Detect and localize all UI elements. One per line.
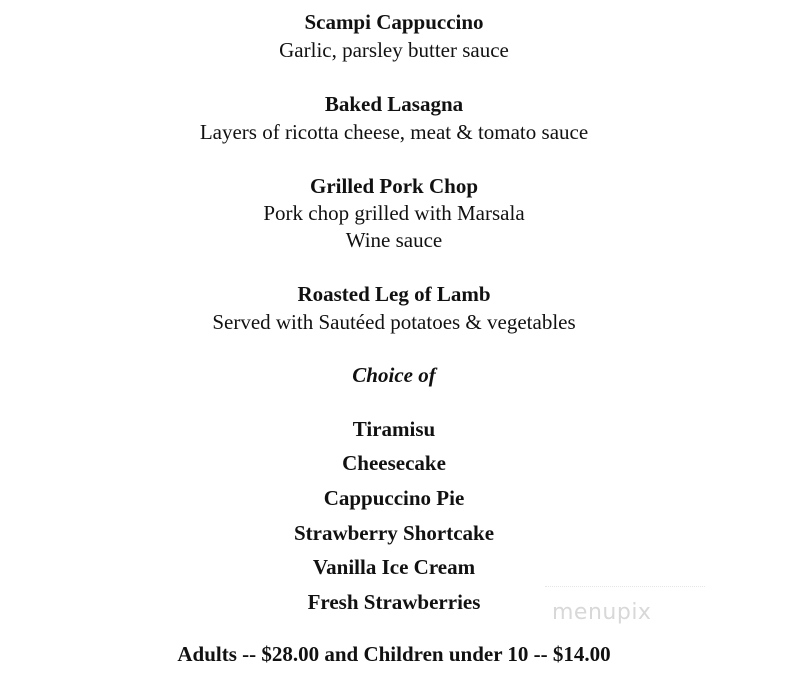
watermark-divider <box>545 586 705 588</box>
dish-desc-baked-lasagna: Layers of ricotta cheese, meat & tomato sauce <box>199 120 589 144</box>
choice-label: Choice of <box>352 363 436 387</box>
dessert-item: Cheesecake <box>342 451 446 475</box>
dish-desc-roasted-leg-of-lamb: Served with Sautéed potatoes & vegetables <box>212 310 576 334</box>
dish-name-scampi-cappuccino: Scampi Cappuccino <box>304 10 484 34</box>
dessert-item: Cappuccino Pie <box>323 486 465 510</box>
dessert-item: Vanilla Ice Cream <box>312 555 476 579</box>
dessert-item: Strawberry Shortcake <box>293 521 495 545</box>
dish-name-grilled-pork-chop: Grilled Pork Chop <box>309 174 478 198</box>
dessert-item: Fresh Strawberries <box>307 590 481 614</box>
dessert-item: Tiramisu <box>352 417 436 441</box>
watermark-logo: menupix <box>552 600 652 625</box>
dish-desc-scampi-cappuccino: Garlic, parsley butter sauce <box>279 38 509 62</box>
dish-name-baked-lasagna: Baked Lasagna <box>324 92 464 116</box>
dish-desc-grilled-pork-chop-line1: Pork chop grilled with Marsala <box>263 201 525 225</box>
price-line: Adults -- $28.00 and Children under 10 -- $14.00 <box>177 642 611 666</box>
dish-desc-grilled-pork-chop-line2: Wine sauce <box>345 228 443 252</box>
dish-name-roasted-leg-of-lamb: Roasted Leg of Lamb <box>297 282 491 306</box>
